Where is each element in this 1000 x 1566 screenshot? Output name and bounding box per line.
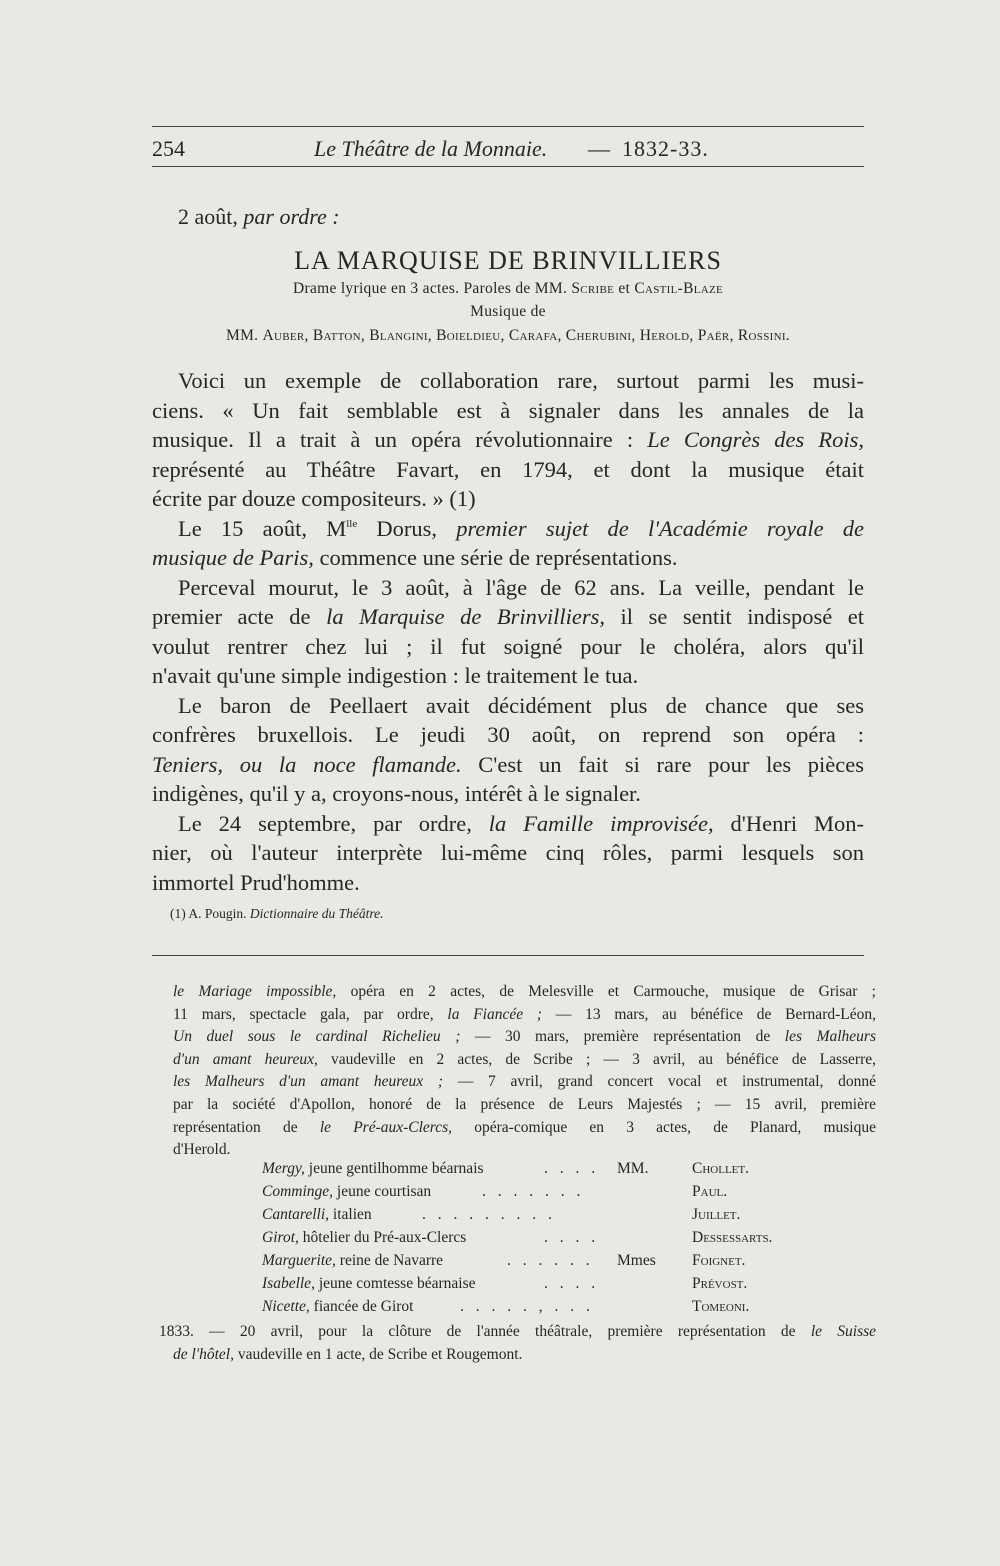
text-line: confrères bruxellois. Le jeudi 30 août, on reprend son opéra : (152, 722, 864, 747)
role-desc: fiancée de Girot (309, 1298, 414, 1315)
text-span: C'est un fait si rare pour les pièces (461, 751, 864, 777)
text-span: opéra-comique en 3 actes, de Planard, musique (452, 1118, 876, 1136)
text-span: opéra en 2 actes, de Melesville et Carmouche, musique de Grisar ; (336, 983, 876, 1000)
chronicle-line (173, 1026, 876, 1049)
text-line (152, 750, 864, 780)
italic-title: la Famille improvisée, (488, 810, 714, 836)
text-line (152, 514, 864, 544)
work-title: LA MARQUISE DE BRINVILLIERS (294, 246, 722, 275)
composers: Auber, Batton, Blangini, Boieldieu, Carafa, Cherubini, Herold, Paër, Rossini. (262, 327, 790, 344)
cast-role (262, 1160, 484, 1178)
text-span: représentation de (173, 1118, 320, 1136)
italic-text: premier sujet de l'Académie royale de (456, 515, 865, 541)
running-head-years: 1832-33. (622, 136, 709, 161)
text-span: — 7 avril, grand concert vocal et instrumental, donné (443, 1073, 877, 1091)
cast-actor: Chollet. (692, 1160, 749, 1177)
role-desc: jeune courtisan (333, 1183, 432, 1200)
text-span: vaudeville en 2 actes, de Scribe ; — 3 avril, au bénéfice de Lasserre, (317, 1050, 877, 1068)
text-span: vaudeville en 1 acte, de Scribe et Rougemont. (234, 1345, 523, 1363)
role-name: Comminge, (262, 1183, 334, 1200)
text-line: indigènes, qu'il y a, croyons-nous, intérêt à le signaler. (152, 781, 641, 806)
entry-order: par ordre : (243, 204, 340, 229)
leader-dots: . . . . (544, 1160, 600, 1177)
text-span: Le 24 septembre, par ordre, (178, 810, 489, 836)
cast-row (262, 1298, 822, 1321)
role-desc: italien (329, 1206, 372, 1223)
role-name: Isabelle, (262, 1275, 315, 1292)
italic-title: les Malheurs (784, 1028, 876, 1046)
chronicle-text (173, 981, 876, 1162)
running-head-title: Le Théâtre de la Monnaie. (314, 136, 548, 161)
cast-title: MM. (617, 1160, 649, 1177)
page-number: 254 (152, 136, 185, 161)
text-span: Dorus, (357, 515, 457, 541)
text-line (152, 602, 864, 632)
cast-role (262, 1252, 443, 1270)
cast-role (262, 1206, 372, 1224)
closing-line (159, 1321, 876, 1344)
cast-row (262, 1160, 822, 1183)
top-rule (152, 126, 864, 127)
cast-actor: Paul. (692, 1183, 728, 1200)
running-head (152, 136, 864, 166)
cast-list (262, 1160, 822, 1321)
cast-actor: Juillet. (692, 1206, 741, 1223)
text-line (152, 425, 864, 455)
section-rule (152, 955, 864, 956)
italic-title: le Pré-aux-Clercs, (319, 1118, 453, 1136)
role-name: Mergy, (262, 1160, 305, 1177)
text-span: commence une série de représentations. (313, 545, 678, 570)
text-span: — 13 mars, au bénéfice de Bernard-Léon, (542, 1005, 876, 1023)
lyricist-1: Scribe (571, 280, 615, 297)
italic-title: Le Congrès des Rois, (647, 427, 865, 452)
italic-title: Teniers, ou la noce flamande. (152, 751, 462, 777)
cast-actor: Prévost. (692, 1275, 748, 1292)
subtitle-text: Drame lyrique en 3 actes. Paroles de MM. (292, 280, 568, 297)
composers-prefix: MM. (225, 327, 259, 344)
cast-row (262, 1275, 822, 1298)
cast-actor: Dessessarts. (692, 1229, 773, 1246)
chronicle-line (173, 1004, 876, 1027)
text-line: Perceval mourut, le 3 août, à l'âge de 62 ans. La veille, pendant le (178, 574, 864, 600)
cast-row (262, 1229, 822, 1252)
cast-row (262, 1206, 822, 1229)
role-name: Girot, (262, 1229, 299, 1246)
role-name: Marguerite, (262, 1252, 336, 1269)
text-span: — 30 mars, première représentation de (460, 1028, 785, 1046)
text-line: représenté au Théâtre Favart, en 1794, et dont la musique était (152, 456, 864, 482)
italic-title: le Mariage impossible, (173, 983, 337, 1000)
subtitle-and: et (618, 280, 631, 297)
text-span: Le 15 août, M (178, 515, 347, 541)
footnote (170, 906, 384, 922)
text-span: musique. Il a trait à un opéra révolutionnaire : (152, 427, 648, 452)
text-line (152, 543, 864, 573)
text-span: premier acte de (152, 604, 327, 629)
text-line: immortel Prud'homme. (152, 869, 360, 895)
italic-title: de l'hôtel, (173, 1345, 234, 1363)
head-rule (152, 166, 864, 167)
leader-dots: . . . . (544, 1229, 600, 1246)
closing-line (159, 1344, 876, 1367)
chronicle-line (173, 981, 876, 1004)
cast-row (262, 1252, 822, 1275)
closing-text (159, 1321, 876, 1366)
text-line: Le baron de Peellaert avait décidément plus de chance que ses (178, 692, 864, 718)
italic-title: Un duel sous le cardinal Richelieu ; (173, 1028, 461, 1046)
lyricist-2: Castil-Blaze (634, 280, 724, 297)
italic-title: d'un amant heureux, (173, 1050, 318, 1068)
text-line (152, 809, 864, 839)
cast-role (262, 1298, 414, 1316)
chronicle-line: d'Herold. (173, 1141, 231, 1159)
text-line: écrite par douze compositeurs. » (1) (152, 486, 476, 511)
superscript: lle (346, 517, 358, 530)
italic-title: le Suisse (810, 1323, 877, 1340)
chronicle-line (173, 1071, 876, 1094)
leader-dots: . . . . . . . . . (422, 1206, 556, 1223)
chronicle-line: par la société d'Apollon, honoré de la présence de Leurs Majestés ; — 15 avril, première (173, 1095, 876, 1113)
role-desc: jeune gentilhomme béarnais (304, 1160, 484, 1177)
running-head-dash: — (588, 136, 610, 161)
text-line: n'avait qu'une simple indigestion : le traitement le tua. (152, 663, 639, 688)
leader-dots: . . . . . . (507, 1252, 594, 1269)
italic-text: musique de Paris, (152, 545, 314, 570)
work-subtitle (152, 280, 864, 298)
text-line: voulut rentrer chez lui ; il fut soigné pour le choléra, alors qu'il (152, 633, 864, 659)
entry-date-line (178, 204, 340, 230)
role-desc: jeune comtesse béarnaise (314, 1275, 476, 1292)
role-desc: hôtelier du Pré-aux-Clercs (298, 1229, 467, 1246)
cast-actor: Foignet. (692, 1252, 746, 1269)
text-span: d'Henri Mon- (713, 810, 864, 836)
footnote-work: Dictionnaire du Théâtre. (249, 906, 384, 921)
text-span: 1833. — 20 avril, pour la clôture de l'année théâtrale, première représentation de (159, 1323, 811, 1340)
text-span: il se sentit indisposé et (605, 604, 864, 629)
leader-dots: . . . . (544, 1275, 600, 1292)
music-by: Musique de (470, 303, 546, 320)
italic-title: la Fiancée ; (447, 1005, 543, 1023)
text-line: ciens. « Un fait semblable est à signaler dans les annales de la (152, 397, 864, 423)
leader-dots: . . . . . , . . . (460, 1298, 594, 1315)
italic-title: la Marquise de Brinvilliers, (326, 604, 605, 629)
text-span: 11 mars, spectacle gala, par ordre, (173, 1005, 448, 1023)
cast-title: Mmes (617, 1252, 656, 1269)
italic-title: les Malheurs d'un amant heureux ; (173, 1073, 444, 1091)
text-line: Voici un exemple de collaboration rare, surtout parmi les musi- (178, 368, 864, 393)
cast-row (262, 1183, 822, 1206)
cast-role (262, 1275, 475, 1293)
text-line: nier, où l'auteur interprète lui-même cinq rôles, parmi lesquels son (152, 840, 864, 865)
cast-role (262, 1229, 466, 1247)
chronicle-line (173, 1117, 876, 1140)
composers-line (152, 327, 864, 345)
chronicle-line (173, 1049, 876, 1072)
entry-date: 2 août, (178, 204, 238, 229)
cast-actor: Tomeoni. (692, 1298, 750, 1315)
main-text (152, 366, 864, 897)
role-name: Nicette, (262, 1298, 310, 1315)
role-desc: reine de Navarre (335, 1252, 444, 1269)
footnote-ref: (1) A. Pougin. (170, 906, 247, 921)
cast-role (262, 1183, 431, 1201)
role-name: Cantarelli, (262, 1206, 330, 1223)
leader-dots: . . . . . . . (482, 1183, 585, 1200)
